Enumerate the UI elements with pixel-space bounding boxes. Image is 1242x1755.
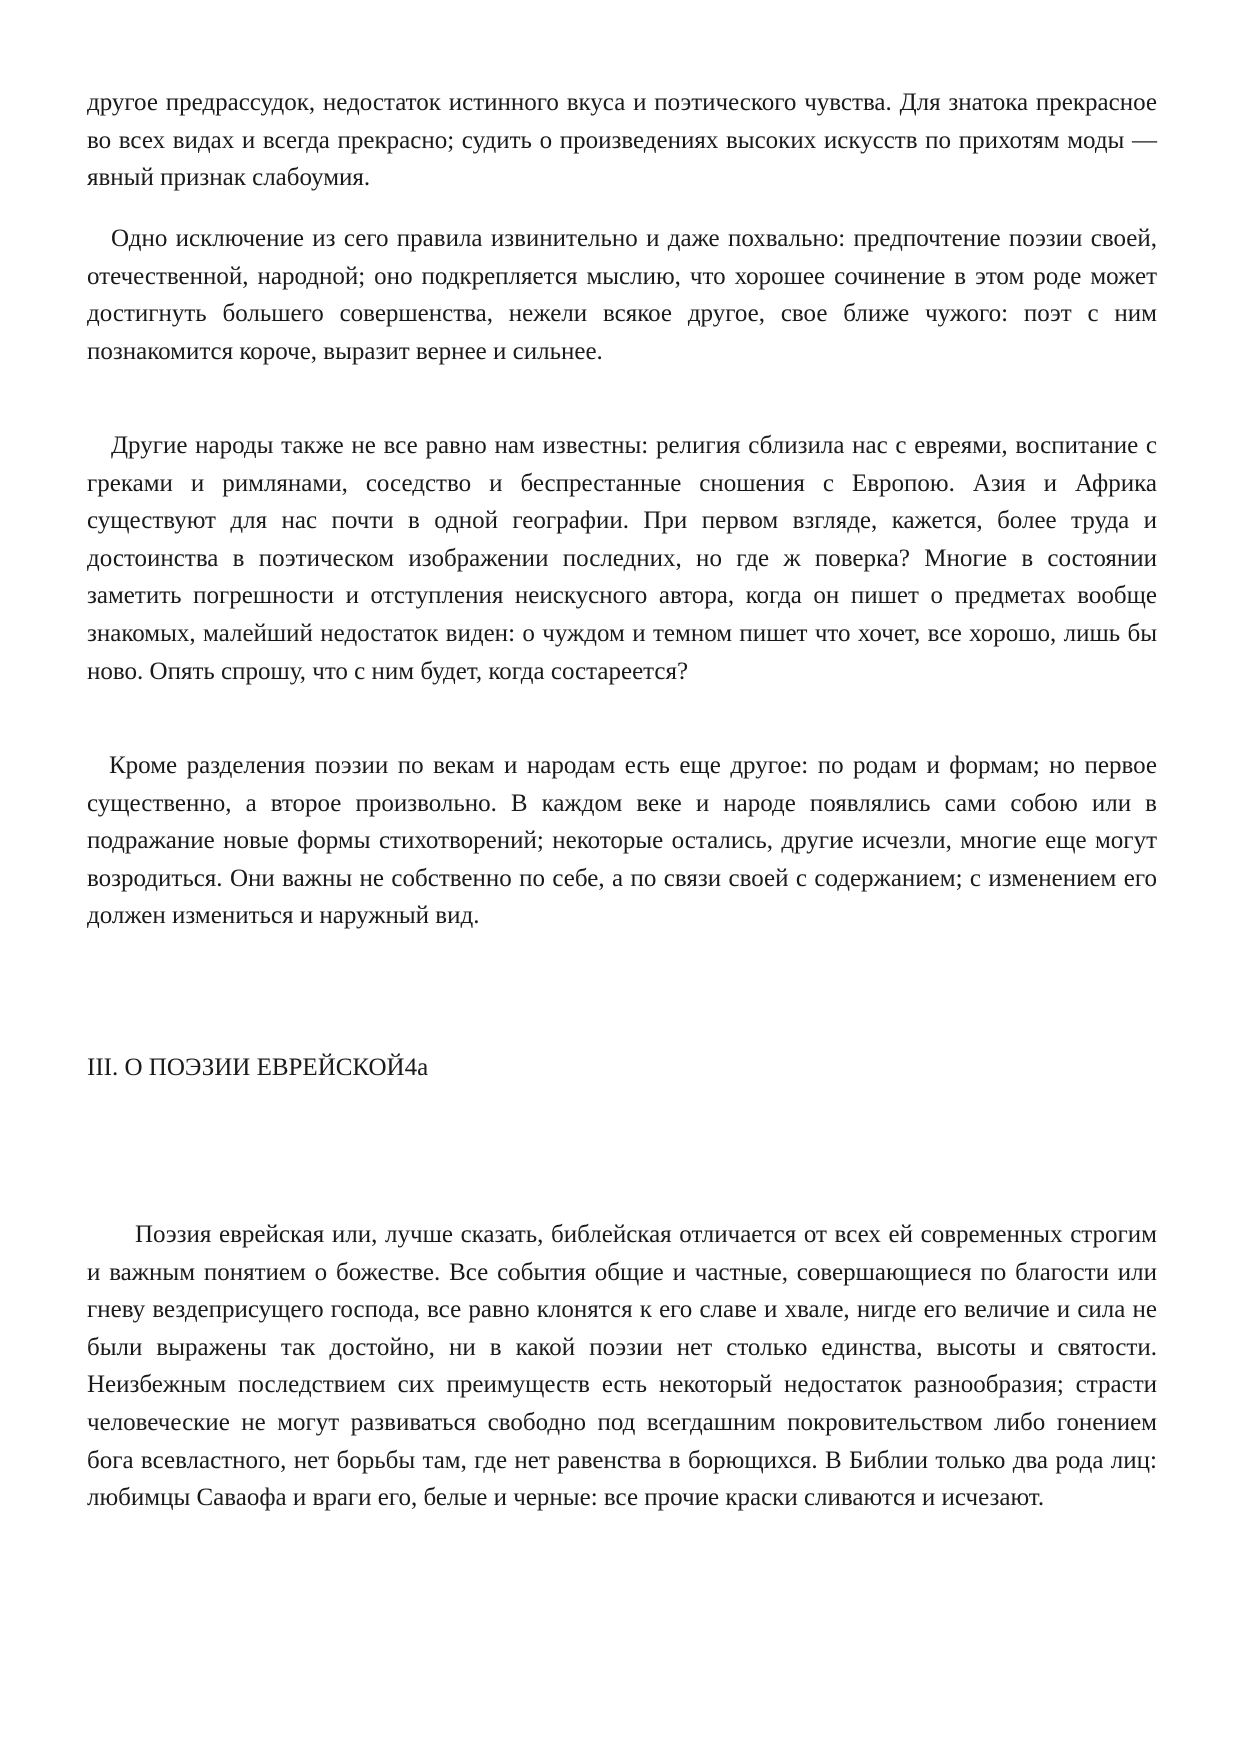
paragraph-3: Другие народы также не все равно нам известны: религия сблизила нас с евреями, воспитание с греками и римлянами, соседство и беспрестанные сношения с Европою. Азия и Африка существуют для нас почти в одной географии. При первом взгляде, кажется, более труда и достоинства в поэтическом изображении последних, но где ж поверка? Многие в состоянии заметить погрешности и отступления неискусного автора, когда он пишет о предметах вообще знакомых, малейший недостаток виден: о чуждом и темном пишет что хочет, все хорошо, лишь бы ново. Опять спрошу, что с ним будет, когда состареется? bbox=[87, 432, 1157, 685]
paragraph-2: Одно исключение из сего правила извинительно и даже похвально: предпочтение поэзии своей, отечественной, народной; оно подкрепляется мыслию, что хорошее сочинение в этом роде может достигнуть большего совершенства, нежели всякое другое, свое ближе чужого: поэт с ним познакомится короче, выразит вернее и сильнее. bbox=[87, 225, 1157, 365]
section-paragraph-1: Поэзия еврейская или, лучше сказать, библейская отличается от всех ей современных строгим и важным понятием о божестве. Все события общие и частные, совершающиеся по благости или гневу вездеприсущего господа, все равно клонятся к его славе и хвале, нигде его величие и сила не были выражены так достойно, ни в какой поэзии нет столько единства, высоты и святости. Неизбежным последствием сих преимуществ есть некоторый недостаток разнообразия; страсти человеческие не могут развиваться свободно под всегдашним покровительством либо гонением бога всевластного, нет борьбы там, где нет равенства в борющихся. В Библии только два рода лиц: любимцы Саваофа и враги его, белые и черные: все прочие краски сливаются и исчезают. bbox=[87, 1221, 1157, 1512]
section-heading: III. О ПОЭЗИИ ЕВРЕЙСКОЙ4а bbox=[87, 1054, 429, 1081]
paragraph-1: другое предрассудок, недостаток истинного вкуса и поэтического чувства. Для знатока прекрасное во всех видах и всегда прекрасно; судить о произведениях высоких искусств по прихотям моды — явный признак слабоумия. bbox=[87, 89, 1157, 192]
paragraph-4: Кроме разделения поэзии по векам и народам есть еще другое: по родам и формам; но первое существенно, а второе произвольно. В каждом веке и народе появлялись сами собою или в подражание новые формы стихотворений; некоторые остались, другие исчезли, многие еще могут возродиться. Они важны не собственно по себе, а по связи своей с содержанием; с изменением его должен измениться и наружный вид. bbox=[87, 752, 1157, 930]
